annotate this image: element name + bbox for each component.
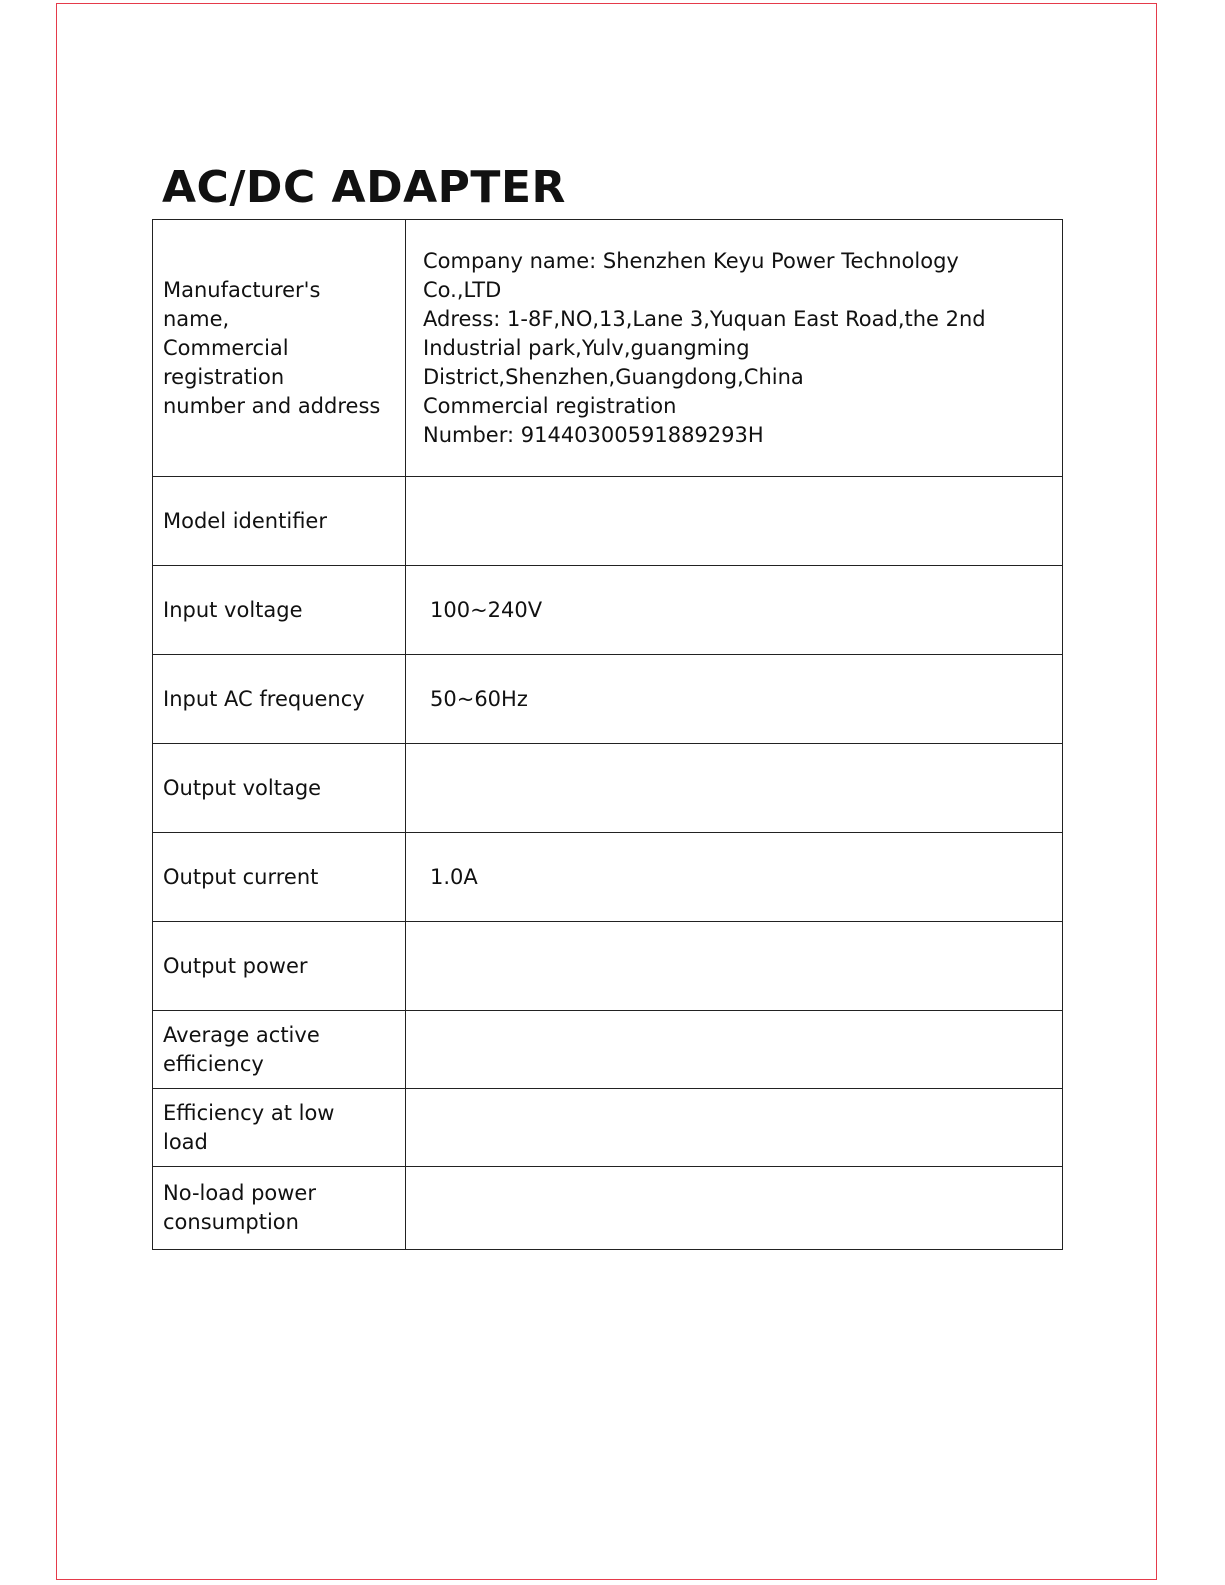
row-manufacturer	[153, 220, 1063, 477]
average-active-efficiency-label	[153, 1011, 406, 1089]
output-current-value: 1.0A	[406, 833, 1063, 922]
no-load-power-label	[153, 1167, 406, 1250]
address-line: District,Shenzhen,Guangdong,China	[423, 364, 804, 389]
label-line: load	[163, 1129, 208, 1154]
label-line: Average active	[163, 1022, 320, 1047]
efficiency-low-load-value	[406, 1089, 1063, 1167]
address-line: Industrial park,Yulv,guangming	[423, 335, 750, 360]
no-load-power-value	[406, 1167, 1063, 1250]
label-line: Commercial	[163, 335, 289, 360]
output-power-value	[406, 922, 1063, 1011]
model-identifier-label: Model identifier	[153, 477, 406, 566]
output-power-label: Output power	[153, 922, 406, 1011]
document-title: AC/DC ADAPTER	[162, 162, 566, 213]
model-identifier-value	[406, 477, 1063, 566]
average-active-efficiency-value	[406, 1011, 1063, 1089]
label-line: name,	[163, 306, 230, 331]
manufacturer-label	[153, 220, 406, 477]
manufacturer-value	[406, 220, 1063, 477]
row-output-voltage	[153, 744, 1063, 833]
output-voltage-label: Output voltage	[153, 744, 406, 833]
input-ac-frequency-value: 50~60Hz	[406, 655, 1063, 744]
label-line: No-load power	[163, 1181, 316, 1205]
company-name-line: Co.,LTD	[423, 277, 502, 302]
row-input-ac-frequency	[153, 655, 1063, 744]
row-output-current	[153, 833, 1063, 922]
row-efficiency-low-load	[153, 1089, 1063, 1167]
row-model-identifier	[153, 477, 1063, 566]
registration-number-line: Number: 91440300591889293H	[423, 422, 764, 447]
row-no-load-power	[153, 1167, 1063, 1250]
output-current-label: Output current	[153, 833, 406, 922]
row-input-voltage	[153, 566, 1063, 655]
row-output-power	[153, 922, 1063, 1011]
label-line: Efficiency at low	[163, 1100, 335, 1125]
input-voltage-label: Input voltage	[153, 566, 406, 655]
label-line: number and address	[163, 393, 381, 418]
label-line: Manufacturer's	[163, 277, 321, 302]
efficiency-low-load-label	[153, 1089, 406, 1167]
input-ac-frequency-label: Input AC frequency	[153, 655, 406, 744]
label-line: consumption	[163, 1210, 299, 1234]
spec-table	[152, 219, 1063, 1250]
address-line: Adress: 1-8F,NO,13,Lane 3,Yuquan East Road,the 2nd	[423, 306, 986, 331]
company-name-line: Company name: Shenzhen Keyu Power Technology	[423, 248, 959, 273]
registration-line: Commercial registration	[423, 393, 677, 418]
label-line: registration	[163, 364, 285, 389]
input-voltage-value: 100~240V	[406, 566, 1063, 655]
output-voltage-value	[406, 744, 1063, 833]
row-average-active-efficiency	[153, 1011, 1063, 1089]
label-line: efficiency	[163, 1051, 264, 1076]
